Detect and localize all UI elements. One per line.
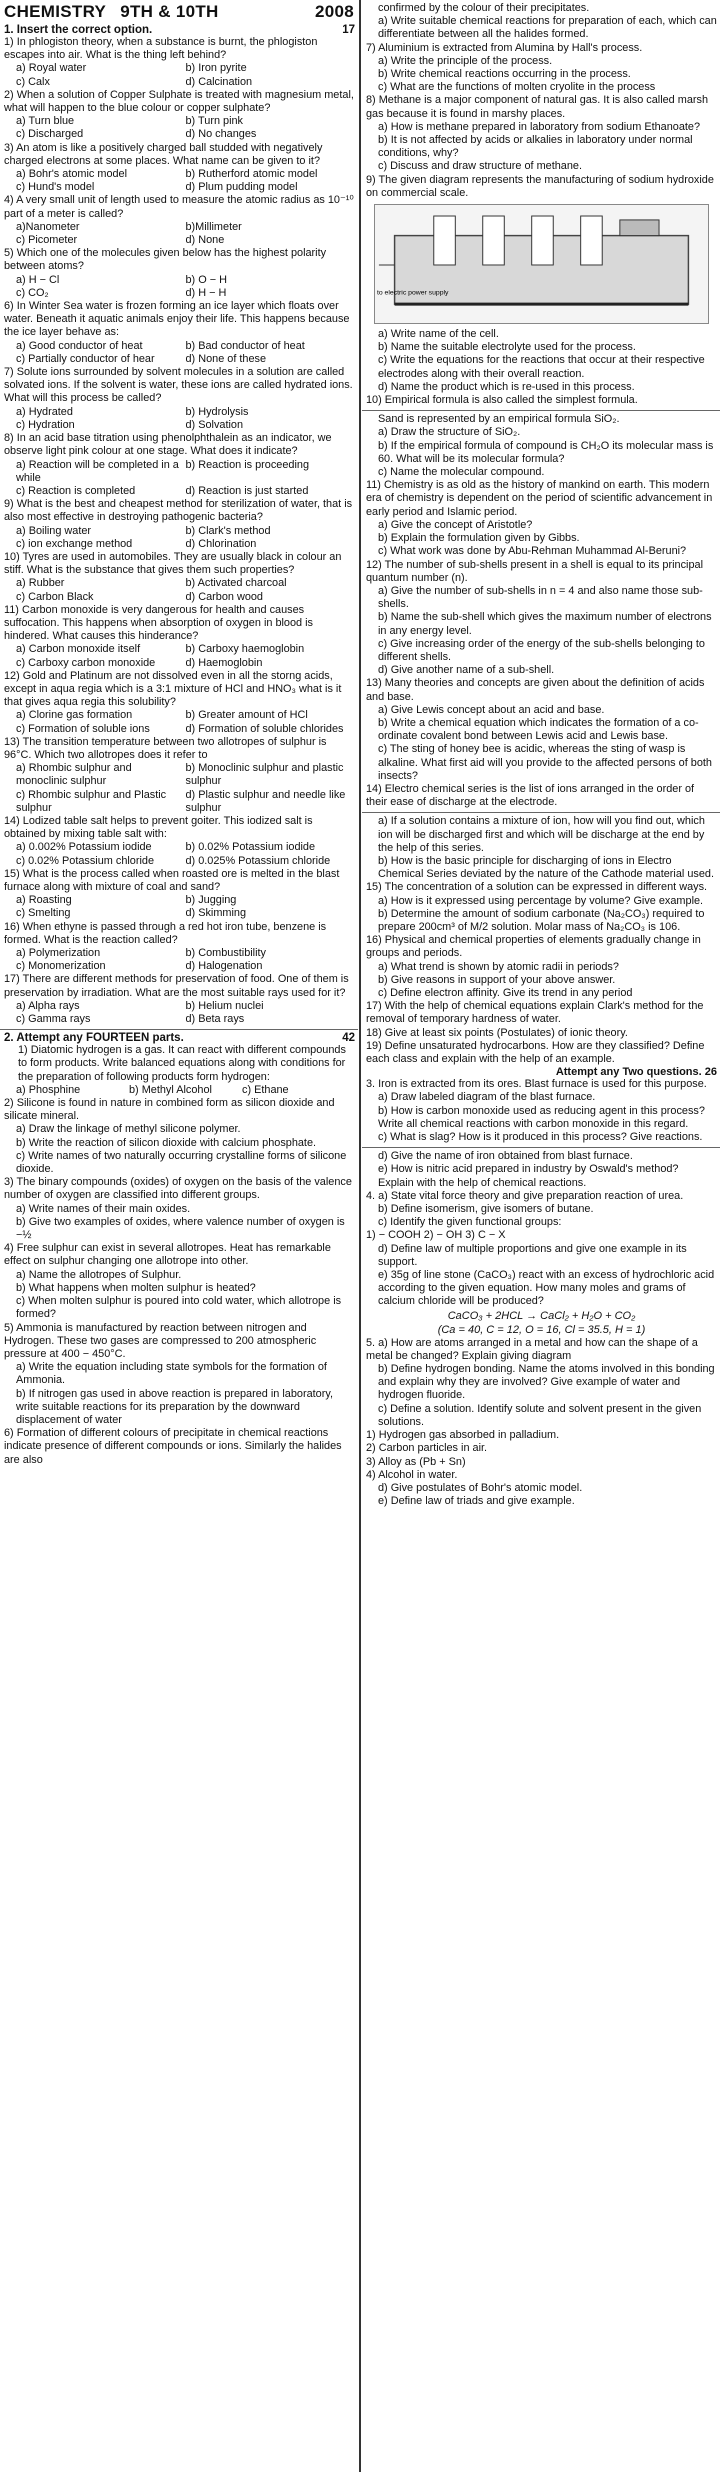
right-block-4 xyxy=(362,812,720,1147)
mcq-option: a) Rhombic sulphur and monoclinic sulphur xyxy=(16,762,132,788)
mcq-option: b)Millimeter xyxy=(185,220,242,233)
mcq-option: a) Boiling water xyxy=(16,524,92,537)
mcq-options xyxy=(4,577,355,603)
mcq-option: a) Roasting xyxy=(16,894,72,907)
mcq-options xyxy=(4,115,355,141)
mcq-option: b) Iron pyrite xyxy=(185,62,247,75)
question-part: b) What happens when molten sulphur is heated? xyxy=(16,1281,256,1294)
mcq-question: 15) What is the process called when roasted ore is melted in the blast furnace along with mixture of coal and sand? xyxy=(4,867,340,893)
mcq-options xyxy=(4,406,355,432)
left-column xyxy=(0,0,358,2472)
question-part: 8) Methane is a major component of natural gas. It is also called marsh gas because it is found in marshy places. xyxy=(366,94,709,120)
mcq-options xyxy=(4,168,355,194)
mcq-option: a) Reaction will be completed in a while xyxy=(16,458,179,484)
question-part: b) Name the suitable electrolyte used for the process. xyxy=(378,341,636,354)
question-1-marks: 17 xyxy=(342,24,355,36)
question-part: e) Define law of triads and give example. xyxy=(378,1495,575,1508)
mcq-question: 13) The transition temperature between two allotropes of sulphur is 96°C. Which two allotropes does it refer to xyxy=(4,735,327,761)
question-part: b) Write chemical reactions occurring in the process. xyxy=(378,68,631,81)
question-part: a) Name the allotropes of Sulphur. xyxy=(16,1268,182,1281)
mcq-option: c) Carboxy carbon monoxide xyxy=(16,656,156,669)
question-part: c) Write names of two naturally occurring crystalline forms of silicone dioxide. xyxy=(16,1149,347,1176)
cell-diagram xyxy=(374,204,709,324)
question-part: 1) − COOH 2) − OH 3) C − X xyxy=(366,1229,506,1242)
question-part: 16) Physical and chemical properties of elements gradually change in groups and periods. xyxy=(366,934,701,960)
mcq-option: b) O − H xyxy=(185,273,227,286)
option: a) Phosphine xyxy=(16,1083,81,1096)
mcq-option: a) Royal water xyxy=(16,62,87,75)
question-3-label: Attempt any Two questions. xyxy=(555,1066,702,1079)
mcq-option: c) Hund's model xyxy=(16,181,95,194)
question-part: 12) The number of sub-shells present in a shell is equal to its principal quantum number (n). xyxy=(366,558,703,584)
mcq-option: d) 0.025% Potassium chloride xyxy=(185,854,331,867)
question-part: b) If nitrogen gas used in above reaction is prepared in laboratory, write suitable reactions for its preparation by the downward displacement of water xyxy=(16,1387,334,1426)
question-part: a) Draw the structure of SiO₂. xyxy=(378,426,521,439)
mcq-option: d) Formation of soluble chlorides xyxy=(185,722,344,735)
mcq-question: 6) In Winter Sea water is frozen forming an ice layer which floats over water. Beneath it aquatic animals enjoy their life. This happens because the ice layer behave as: xyxy=(4,300,350,339)
mcq-option: b) Bad conductor of heat xyxy=(185,339,305,352)
question-part: 17) With the help of chemical equations explain Clark's method for the removal of temporary hardness of water. xyxy=(366,1000,704,1026)
question-part: 4) Free sulphur can exist in several allotropes. Heat has remarkable effect on sulphur changing one allotrope into other. xyxy=(4,1242,331,1268)
question-part: 18) Give at least six points (Postulates) of ionic theory. xyxy=(366,1026,628,1039)
mcq-option: b) Carboxy haemoglobin xyxy=(185,643,305,656)
mcq-question: 11) Carbon monoxide is very dangerous for health and causes suffocation. This happens when absorption of oxygen in blood is hindered. What causes this hinderance? xyxy=(4,603,313,643)
mcq-option: d) No changes xyxy=(185,128,257,141)
question-part: e) How is nitric acid prepared in industry by Oswald's method? Explain with the help of chemical reactions. xyxy=(378,1163,679,1189)
mcq-options xyxy=(4,459,355,499)
question-part: c) Write the equations for the reactions that occur at their respective electrodes along with their overall reaction. xyxy=(378,354,705,380)
mcq-question: 10) Tyres are used in automobiles. They are usually black in colour an stiff. What is the substance that gives them such properties? xyxy=(4,550,342,577)
question-part: a) Give the number of sub-shells in n = 4 and also name those sub-shells. xyxy=(378,584,703,611)
question-part: b) Define isomerism, give isomers of butane. xyxy=(378,1203,594,1216)
electrolysis-cell-illustration xyxy=(375,205,708,323)
question-part: a) Write the equation including state symbols for the formation of Ammonia. xyxy=(16,1361,327,1387)
mcq-option: c) Picometer xyxy=(16,234,78,247)
mcq-option: b) Greater amount of HCl xyxy=(185,709,308,722)
question-part: b) Define hydrogen bonding. Name the atoms involved in this bonding and explain why they are involved? Give example of water and hydrogen fluoride. xyxy=(378,1363,715,1402)
mcq-option: a) Hydrated xyxy=(16,405,73,418)
question-part: 15) The concentration of a solution can be expressed in different ways. xyxy=(366,881,708,894)
right-block-6 xyxy=(362,1147,720,1511)
mcq-option: d) Solvation xyxy=(185,418,244,431)
question-part: c) Give increasing order of the energy of the sub-shells belonging to different shells. xyxy=(378,637,705,663)
question-part: d) Give postulates of Bohr's atomic model. xyxy=(378,1481,583,1494)
mcq-option: a)Nanometer xyxy=(16,220,80,233)
question-2-label: 2. Attempt any FOURTEEN parts. xyxy=(4,1032,184,1045)
question-part: c) Discuss and draw structure of methane. xyxy=(378,160,582,173)
question-part: c) What are the functions of molten cryolite in the process xyxy=(378,81,656,94)
question-part: a) Give the concept of Aristotle? xyxy=(378,518,533,531)
mcq-option: c) Reaction is completed xyxy=(16,484,136,497)
question-3-marks: 26 xyxy=(704,1066,717,1079)
question-part: a) What trend is shown by atomic radii in periods? xyxy=(378,960,619,973)
question-part: a) Draw labeled diagram of the blast furnace. xyxy=(378,1091,596,1104)
question-part: 2) Silicone is found in nature in combined form as silicon dioxide and silicate mineral. xyxy=(4,1097,335,1123)
paper-header xyxy=(0,0,358,22)
question-part: a) Write name of the cell. xyxy=(378,328,499,341)
mcq-options xyxy=(4,340,355,366)
question-part: 6) Formation of different colours of precipitate in chemical reactions indicate presence of different compounds or ions. Similarly the halides are also xyxy=(4,1427,342,1466)
year-title: 2008 xyxy=(314,2,354,21)
option: b) Methyl Alcohol xyxy=(129,1083,212,1096)
mcq-option: c) Smelting xyxy=(16,907,71,920)
mcq-option: c) Formation of soluble ions xyxy=(16,722,150,735)
mcq-question: 17) There are different methods for preservation of food. One of them is preservation by irradiation. What are the most suitable rays used for it? xyxy=(4,973,349,999)
mcq-option: c) Gamma rays xyxy=(16,1013,91,1026)
mcq-question: 16) When ethyne is passed through a red hot iron tube, benzene is formed. What is the reaction called? xyxy=(4,920,327,946)
question-part: 5. a) How are atoms arranged in a metal and how can the shape of a metal be changed? Explain giving diagram xyxy=(366,1336,698,1362)
question-part: a) Write names of their main oxides. xyxy=(16,1202,191,1215)
mcq-option: c) Rhombic sulphur and Plastic sulphur xyxy=(16,788,167,814)
question-part: 11) Chemistry is as old as the history of mankind on earth. This modern era of chemistry is dependent on the period of scientific advancement in early period and Islamic period. xyxy=(366,479,713,518)
question-1-section xyxy=(0,22,358,1029)
mcq-option: c) Discharged xyxy=(16,128,84,141)
mcq-list xyxy=(4,36,355,1026)
q2-1-options xyxy=(4,1084,355,1097)
question-part: 14) Electro chemical series is the list of ions arranged in the order of their ease of discharge at the electrode. xyxy=(366,782,695,809)
mcq-options xyxy=(4,221,355,247)
mcq-options xyxy=(4,62,355,88)
mcq-option: c) Calx xyxy=(16,75,50,88)
question-part: b) Name the sub-shell which gives the maximum number of electrons in any energy level. xyxy=(378,611,712,637)
mcq-option: b) Clark's method xyxy=(185,524,271,537)
mcq-option: b) Hydrolysis xyxy=(185,405,249,418)
mcq-options xyxy=(4,709,355,735)
mcq-question: 14) Lodized table salt helps to prevent goiter. This iodized salt is obtained by mixing table salt with: xyxy=(4,814,313,841)
mcq-option: d) Calcination xyxy=(185,75,253,88)
mcq-option: d) Carbon wood xyxy=(185,590,263,603)
mcq-question: 5) Which one of the molecules given below has the highest polarity between atoms? xyxy=(4,247,327,273)
question-part: 13) Many theories and concepts are given about the definition of acids and base. xyxy=(366,677,705,703)
question-part: d) Give another name of a sub-shell. xyxy=(378,664,555,677)
mcq-option: d) Plum pudding model xyxy=(185,181,298,194)
mcq-option: b) Activated charcoal xyxy=(185,577,287,590)
chemical-equation: CaCO₃ + 2HCL → CaCl₂ + H₂O + CO₂ xyxy=(447,1309,636,1322)
question-part: a) If a solution contains a mixture of ion, how will you find out, which ion will be discharged first and which will be discharge at the end by the help of this series. xyxy=(378,815,705,854)
q2-item: 1) Diatomic hydrogen is a gas. It can react with different compounds to form products. Write balanced equations along with conditions for the preparation of following products form hydrogen: xyxy=(18,1044,346,1083)
question-part: 4) Alcohol in water. xyxy=(366,1468,458,1481)
mcq-options xyxy=(4,947,355,973)
mcq-option: a) 0.002% Potassium iodide xyxy=(16,841,152,854)
question-part: c) Name the molecular compound. xyxy=(378,466,545,479)
question-part: a) Give Lewis concept about an acid and base. xyxy=(378,703,605,716)
mcq-option: d) Plastic sulphur and needle like sulphur xyxy=(185,788,346,814)
mcq-option: b) Monoclinic sulphur and plastic sulphur xyxy=(185,762,344,788)
question-2-marks: 42 xyxy=(342,1032,355,1045)
mcq-option: d) Beta rays xyxy=(185,1013,245,1026)
mcq-question: 8) In an acid base titration using phenolphthalein as an indicator, we observe light pink colour at one stage. What does it indicate? xyxy=(4,432,332,458)
right-column xyxy=(362,0,720,2472)
question-part: 3) The binary compounds (oxides) of oxygen on the basis of the valence number of oxygen are classified into different groups. xyxy=(4,1176,352,1202)
question-part: 7) Aluminium is extracted from Alumina by Hall's process. xyxy=(366,41,643,54)
question-part: a) Write suitable chemical reactions for preparation of each, which can differentiate between all the halides formed. xyxy=(378,15,717,41)
question-part: c) Identify the given functional groups: xyxy=(378,1216,562,1229)
mcq-question: 12) Gold and Platinum are not dissolved even in all the storng acids, except in aqua regia which is a 3:1 mixture of HCl and HNO₃ what is it that gives aqua regia this solubility? xyxy=(4,669,342,709)
mcq-options xyxy=(4,274,355,300)
question-part: b) Give reasons in support of your above answer. xyxy=(378,973,616,986)
mcq-option: c) Monomerization xyxy=(16,960,106,973)
question-2-section xyxy=(0,1029,358,1470)
question-part: 2) Carbon particles in air. xyxy=(366,1442,488,1455)
question-part: b) Give two examples of oxides, where valence number of oxygen is −½ xyxy=(16,1215,345,1242)
mcq-option: d) Reaction is just started xyxy=(185,484,309,497)
question-part: a) How is it expressed using percentage by volume? Give example. xyxy=(378,894,704,907)
question-part: 3. Iron is extracted from its ores. Blast furnace is used for this purpose. xyxy=(366,1078,707,1091)
question-part: Sand is represented by an empirical formula SiO₂. xyxy=(378,413,620,426)
mcq-option: a) Good conductor of heat xyxy=(16,339,143,352)
question-part: c) When molten sulphur is poured into cold water, which allotrope is formed? xyxy=(16,1295,342,1321)
grade-title: 9TH & 10TH xyxy=(120,2,219,21)
question-part: a) How is methane prepared in laboratory from sodium Ethanoate? xyxy=(378,120,701,133)
mcq-options xyxy=(4,525,355,551)
question-part: c) Define a solution. Identify solute and solvent present in the given solutions. xyxy=(378,1402,702,1428)
mcq-option: a) Alpha rays xyxy=(16,999,80,1012)
question-part: confirmed by the colour of their precipitates. xyxy=(378,2,590,14)
mcq-option: d) None of these xyxy=(185,352,267,365)
right-block-3 xyxy=(362,410,720,812)
mcq-question: 1) In phlogiston theory, when a substance is burnt, the phlogiston escapes into air. What is the thing left behind? xyxy=(4,36,318,62)
atomic-masses: (Ca = 40, C = 12, O = 16, Cl = 35.5, H = 1) xyxy=(437,1323,646,1336)
mcq-option: c) Partially conductor of hear xyxy=(16,352,155,365)
column-divider xyxy=(359,0,361,2472)
mcq-options xyxy=(4,841,355,867)
question-part: b) Write a chemical equation which indicates the formation of a co-ordinate covalent bond between Lewis acid and Lewis base. xyxy=(378,716,699,743)
mcq-option: b) Jugging xyxy=(185,894,237,907)
question-part: c) Define electron affinity. Give its trend in any period xyxy=(378,987,633,999)
mcq-option: b) Combustibility xyxy=(185,947,266,960)
mcq-option: c) CO₂ xyxy=(16,286,49,299)
mcq-option: a) Rubber xyxy=(16,577,65,590)
question-part: c) What is slag? How is it produced in this process? Give reactions. xyxy=(378,1131,703,1144)
mcq-option: b) 0.02% Potassium iodide xyxy=(185,841,316,854)
question-part: 19) Define unsaturated hydrocarbons. How are they classified? Define each class and explain with the help of an example. xyxy=(366,1039,705,1066)
subject-title: CHEMISTRY xyxy=(4,2,107,21)
question-part: c) The sting of honey bee is acidic, whereas the sting of wasp is alkaline. What first aid will you provide to the affected persons of both insects? xyxy=(378,743,712,782)
question-part: d) Name the product which is re-used in this process. xyxy=(378,380,635,393)
mcq-option: a) H − Cl xyxy=(16,273,60,286)
question-part: 1) Hydrogen gas absorbed in palladium. xyxy=(366,1429,560,1442)
mcq-option: a) Bohr's atomic model xyxy=(16,168,128,181)
diagram-label: to electric power supply xyxy=(376,289,449,297)
mcq-option: b) Reaction is proceeding xyxy=(185,458,309,471)
question-part: b) How is carbon monoxide used as reducing agent in this process? Write all chemical reactions with carbon monoxide in this regard. xyxy=(378,1104,705,1130)
question-part: a) Draw the linkage of methyl silicone polymer. xyxy=(16,1123,241,1136)
mcq-option: b) Helium nuclei xyxy=(185,999,264,1012)
question-part: b) Explain the formulation given by Gibbs. xyxy=(378,532,580,545)
question-part: 10) Empirical formula is also called the simplest formula. xyxy=(366,394,638,407)
mcq-options xyxy=(4,1000,355,1026)
question-part: 4. a) State vital force theory and give preparation reaction of urea. xyxy=(366,1189,684,1202)
question-part: 9) The given diagram represents the manufacturing of sodium hydroxide on commercial scale. xyxy=(366,173,714,199)
mcq-question: 4) A very small unit of length used to measure the atomic radius as 10⁻¹⁰ part of a meter is called? xyxy=(4,194,354,220)
mcq-option: b) Turn pink xyxy=(185,115,244,128)
mcq-option: a) Polymerization xyxy=(16,947,101,960)
mcq-option: c) Carbon Black xyxy=(16,590,94,603)
mcq-option: d) Chlorination xyxy=(185,537,257,550)
q2-left-parts xyxy=(4,1097,355,1467)
question-part: b) If the empirical formula of compound is CH₂O its molecular mass is 60. What will be its molecular formula? xyxy=(378,439,714,465)
mcq-question: 2) When a solution of Copper Sulphate is treated with magnesium metal, what will happen to the blue colour or copper sulphate? xyxy=(4,88,354,115)
mcq-option: c) 0.02% Potassium chloride xyxy=(16,854,155,867)
mcq-options xyxy=(4,643,355,669)
mcq-option: d) None xyxy=(185,234,225,247)
question-part: b) Write the reaction of silicon dioxide with calcium phosphate. xyxy=(16,1136,317,1149)
question-part: c) What work was done by Abu-Rehman Muhammad Al-Beruni? xyxy=(378,545,687,558)
mcq-question: 7) Solute ions surrounded by solvent molecules in a solution are called solvated ions. If the solvent is water, these ions are called hydrated ions. What will this process be called? xyxy=(4,366,353,405)
mcq-option: c) ion exchange method xyxy=(16,537,133,550)
right-block-1 xyxy=(362,0,720,410)
option: c) Ethane xyxy=(242,1083,289,1096)
mcq-option: b) Rutherford atomic model xyxy=(185,168,318,181)
mcq-option: d) Skimming xyxy=(185,907,247,920)
question-part: b) It is not affected by acids or alkalies in laboratory under normal conditions, why? xyxy=(378,134,693,160)
mcq-question: 3) An atom is like a positively charged ball studded with negatively charged electrons at some places. What name can be given to it? xyxy=(4,141,323,167)
mcq-option: c) Hydration xyxy=(16,418,75,431)
question-part: b) How is the basic principle for discharging of ions in Electro Chemical Series deviated by the nature of the Cathode material used. xyxy=(378,854,714,881)
question-part: b) Determine the amount of sodium carbonate (Na₂CO₃) required to prepare 200cm³ of M/2 solution. Molar mass of Na₂CO₃ is 106. xyxy=(378,907,705,933)
mcq-options xyxy=(4,762,355,815)
mcq-option: d) Haemoglobin xyxy=(185,656,263,669)
question-part: 5) Ammonia is manufactured by reaction between nitrogen and Hydrogen. These two gases are compressed to 200 atmospheric pressure at 400 − 450°C. xyxy=(4,1321,317,1360)
mcq-option: a) Turn blue xyxy=(16,115,75,128)
question-part: 3) Alloy as (Pb + Sn) xyxy=(366,1455,466,1468)
mcq-options xyxy=(4,894,355,920)
mcq-option: d) Halogenation xyxy=(185,960,263,973)
mcq-question: 9) What is the best and cheapest method for sterilization of water, that is also most effective in destroying pathogenic bacteria? xyxy=(4,498,353,524)
question-part: a) Write the principle of the process. xyxy=(378,54,553,67)
mcq-option: a) Carbon monoxide itself xyxy=(16,643,141,656)
mcq-option: d) H − H xyxy=(185,286,227,299)
question-part: d) Give the name of iron obtained from blast furnace. xyxy=(378,1150,633,1163)
question-part: e) 35g of line stone (CaCO₃) react with an excess of hydrochloric acid according to the given equation. How many moles and grams of calcium chloride will be produced? xyxy=(378,1269,715,1308)
question-part: d) Define law of multiple proportions and give one example in its support. xyxy=(378,1242,687,1268)
question-1-label: 1. Insert the correct option. xyxy=(4,24,153,36)
mcq-option: a) Clorine gas formation xyxy=(16,709,133,722)
